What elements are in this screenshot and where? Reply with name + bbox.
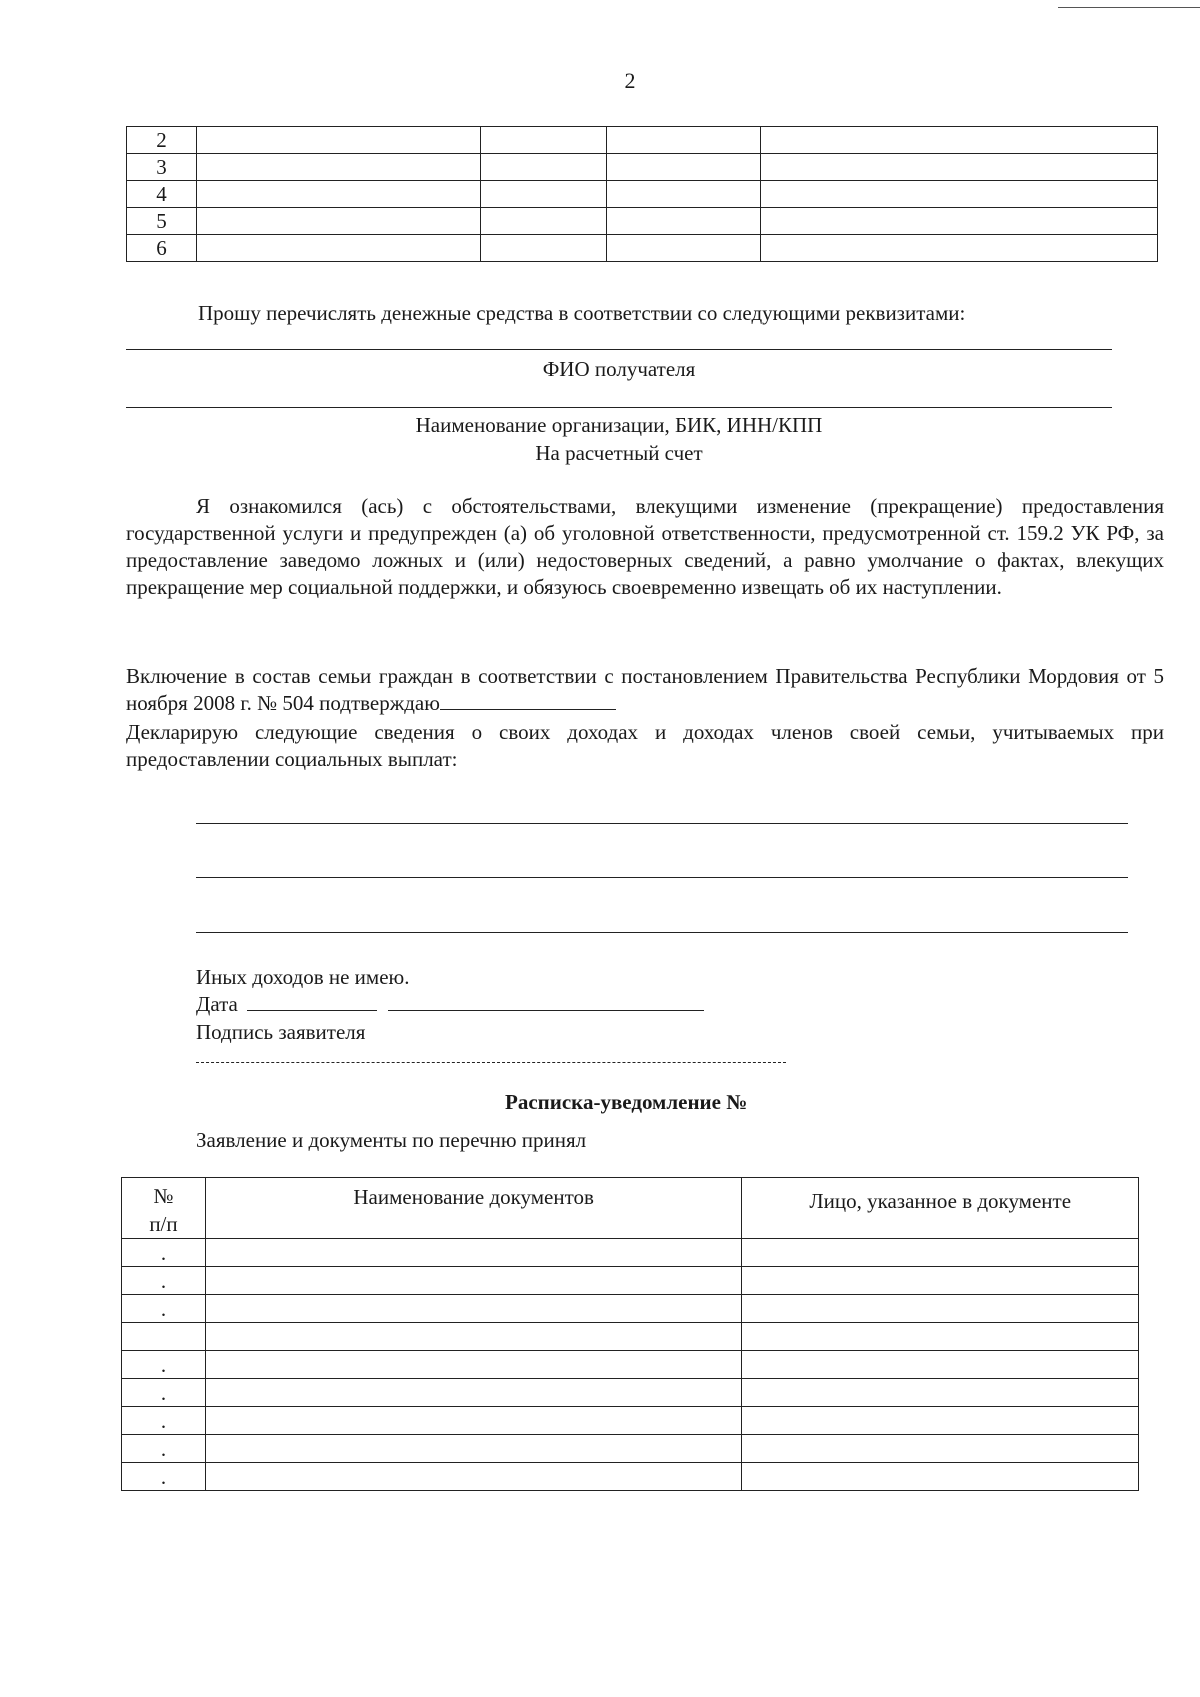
members-cell[interactable] (196, 235, 480, 262)
members-cell[interactable] (480, 127, 606, 154)
members-row-number: 3 (127, 154, 197, 181)
header-documents: Наименование документов (205, 1178, 741, 1239)
members-row-number: 4 (127, 181, 197, 208)
documents-row-number: . (122, 1407, 206, 1435)
family-paragraph-text: Включение в состав семьи граждан в соответствии с постановлением Правительства Республики Мордовия от 5 ноября 2008 г. № 504 подтверждаю (126, 664, 1164, 715)
members-cell[interactable] (480, 208, 606, 235)
cut-line (196, 1062, 786, 1063)
header-person: Лицо, указанное в документе (742, 1178, 1139, 1239)
document-person-cell[interactable] (742, 1267, 1139, 1295)
document-name-cell[interactable] (205, 1239, 741, 1267)
document-name-cell[interactable] (205, 1463, 741, 1491)
members-row (127, 208, 1158, 235)
declaration-paragraph: Я ознакомился (ась) с обстоятельствами, влекущими изменение (прекращение) предоставления государственной услуги и предупрежден (а) об уголовной ответственности, предусмотренной ст. 159.2 УК РФ, за предоставление заведомо ложных и (или) недостоверных сведений, а равно умолчание о фактах, влекущих прекращение мер социальной поддержки, и обязуюсь своевременно извещать об их наступлении. (126, 494, 1164, 599)
top-rule (1058, 7, 1200, 8)
document-person-cell[interactable] (742, 1379, 1139, 1407)
members-cell[interactable] (606, 235, 761, 262)
page-number: 2 (624, 68, 636, 93)
members-cell[interactable] (196, 127, 480, 154)
document-person-cell[interactable] (742, 1295, 1139, 1323)
members-row-number: 6 (127, 235, 197, 262)
document-name-cell[interactable] (205, 1435, 741, 1463)
documents-row (122, 1323, 1139, 1351)
confirm-blank[interactable] (440, 691, 616, 710)
income-paragraph: Декларирую следующие сведения о своих доходах и доходах членов своей семьи, учитываемых при предоставлении социальных выплат: (126, 720, 1164, 771)
members-row (127, 181, 1158, 208)
income-line-3[interactable] (196, 932, 1128, 933)
documents-row (122, 1267, 1139, 1295)
signature-label: Подпись заявителя (196, 1020, 366, 1044)
documents-row (122, 1463, 1139, 1491)
documents-row-number: . (122, 1379, 206, 1407)
documents-row-number: . (122, 1435, 206, 1463)
date-row (196, 991, 756, 1018)
documents-row-number: . (122, 1295, 206, 1323)
date-label: Дата (196, 992, 238, 1016)
documents-row (122, 1239, 1139, 1267)
documents-row (122, 1379, 1139, 1407)
documents-row-number (122, 1323, 206, 1351)
document-person-cell[interactable] (742, 1351, 1139, 1379)
members-cell[interactable] (480, 154, 606, 181)
document-person-cell[interactable] (742, 1323, 1139, 1351)
members-row (127, 127, 1158, 154)
receipt-title: Расписка-уведомление № (505, 1090, 748, 1114)
document-person-cell[interactable] (742, 1239, 1139, 1267)
members-cell[interactable] (196, 208, 480, 235)
documents-row-number: . (122, 1267, 206, 1295)
receipt-accepted: Заявление и документы по перечню принял (196, 1128, 587, 1152)
document-person-cell[interactable] (742, 1463, 1139, 1491)
members-row-number: 5 (127, 208, 197, 235)
members-row (127, 154, 1158, 181)
document-person-cell[interactable] (742, 1407, 1139, 1435)
recipient-caption: ФИО получателя (542, 357, 696, 381)
documents-row-number: . (122, 1239, 206, 1267)
documents-row (122, 1351, 1139, 1379)
members-cell[interactable] (196, 154, 480, 181)
income-line-2[interactable] (196, 877, 1128, 878)
document-name-cell[interactable] (205, 1295, 741, 1323)
document-name-cell[interactable] (205, 1323, 741, 1351)
header-number-text: № п/п (149, 1184, 178, 1236)
members-cell[interactable] (480, 235, 606, 262)
members-cell[interactable] (196, 181, 480, 208)
organization-line (126, 407, 1112, 408)
documents-row (122, 1435, 1139, 1463)
no-other-income: Иных доходов не имею. (196, 965, 410, 989)
document-name-cell[interactable] (205, 1407, 741, 1435)
document-name-cell[interactable] (205, 1379, 741, 1407)
members-cell[interactable] (480, 181, 606, 208)
members-row (127, 235, 1158, 262)
members-cell[interactable] (606, 181, 761, 208)
members-table (126, 126, 1158, 262)
header-number (122, 1178, 206, 1239)
document-name-cell[interactable] (205, 1351, 741, 1379)
document-name-cell[interactable] (205, 1267, 741, 1295)
members-cell[interactable] (761, 181, 1158, 208)
documents-table (121, 1177, 1139, 1491)
income-line-1[interactable] (196, 823, 1128, 824)
date-blank[interactable] (247, 992, 377, 1011)
members-row-number: 2 (127, 127, 197, 154)
family-paragraph (126, 663, 1164, 717)
signature-blank[interactable] (388, 992, 704, 1011)
account-caption: На расчетный счет (535, 441, 703, 465)
members-cell[interactable] (761, 154, 1158, 181)
members-cell[interactable] (761, 235, 1158, 262)
documents-row (122, 1295, 1139, 1323)
members-cell[interactable] (606, 127, 761, 154)
organization-caption: Наименование организации, БИК, ИНН/КПП (415, 413, 823, 437)
documents-row-number: . (122, 1463, 206, 1491)
documents-row (122, 1407, 1139, 1435)
bank-request: Прошу перечислять денежные средства в соответствии со следующими реквизитами: (198, 301, 966, 325)
documents-row-number: . (122, 1351, 206, 1379)
members-cell[interactable] (606, 208, 761, 235)
document-person-cell[interactable] (742, 1435, 1139, 1463)
recipient-line (126, 349, 1112, 350)
members-cell[interactable] (761, 127, 1158, 154)
members-cell[interactable] (606, 154, 761, 181)
members-cell[interactable] (761, 208, 1158, 235)
